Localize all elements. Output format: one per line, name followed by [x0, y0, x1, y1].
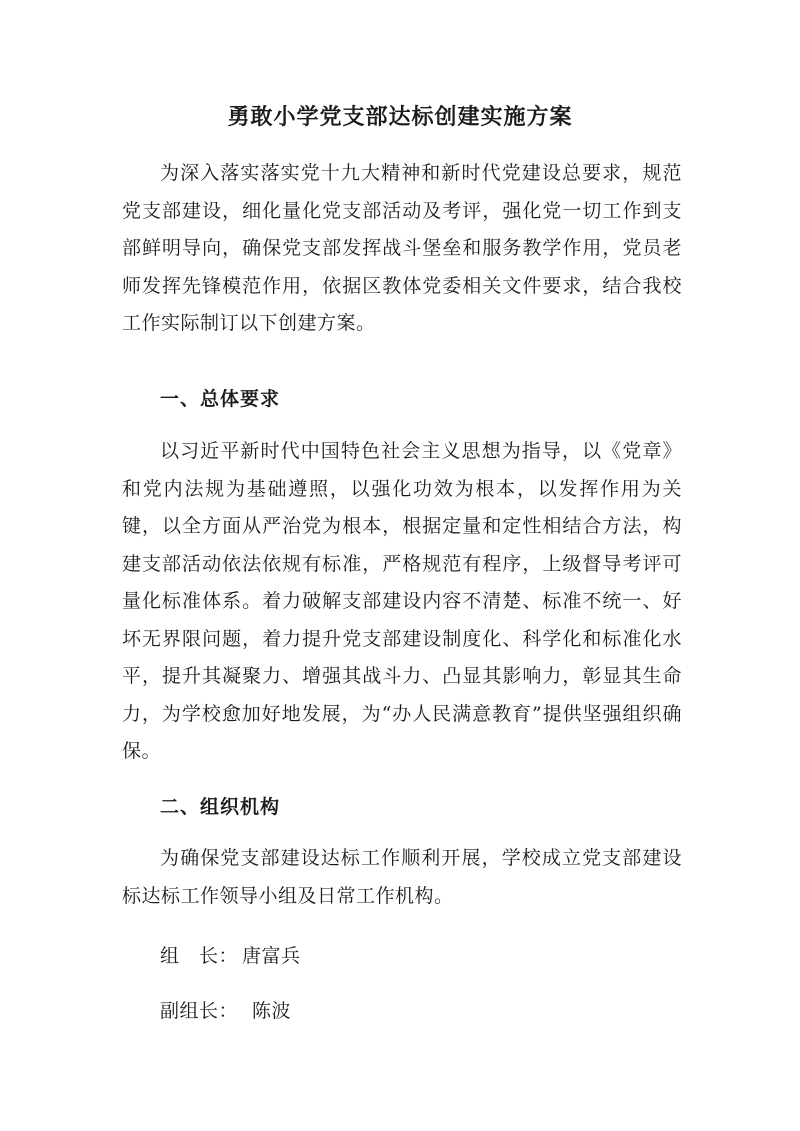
member-role: 组 长： [160, 945, 239, 967]
member-name: 陈波 [252, 1000, 292, 1022]
document-title: 勇敢小学党支部达标创建实施方案 [227, 105, 573, 130]
section-heading-organization: 二、组织机构 [160, 796, 281, 818]
member-deputy-leader [160, 996, 291, 1023]
member-name: 唐富兵 [242, 945, 301, 967]
intro-paragraph: 为深入落实落实党十九大精神和新时代党建设总要求，规范党支部建设，细化量化党支部活动及考评，强化党一切工作到支部鲜明导向，确保党支部发挥战斗堡垒和服务教学作用，党员老师发挥先锋模范作用，依据区教体党委相关文件要求，结合我校工作实际制订以下创建方案。 [122, 162, 682, 334]
member-leader [160, 941, 301, 968]
organization-paragraph: 为确保党支部建设达标工作顺利开展，学校成立党支部建设标达标工作领导小组及日常工作机构。 [122, 847, 682, 907]
section-heading-general-requirements: 一、总体要求 [160, 388, 281, 410]
member-role: 副组长： [160, 1000, 239, 1022]
general-requirements-paragraph: 以习近平新时代中国特色社会主义思想为指导，以《党章》和党内法规为基础遵照，以强化功效为根本，以发挥作用为关键，以全方面从严治党为根本，根据定量和定性相结合方法，构建支部活动依法依规有标准，严格规范有程序，上级督导考评可量化标准体系。着力破解支部建设内容不清楚、标准不统一、好坏无界限问题，着力提升党支部建设制度化、科学化和标准化水平，提升其凝聚力、增强其战斗力、凸显其影响力，彰显其生命力，为学校愈加好地发展，为“办人民满意教育”提供坚强组织确保。 [122, 440, 682, 762]
